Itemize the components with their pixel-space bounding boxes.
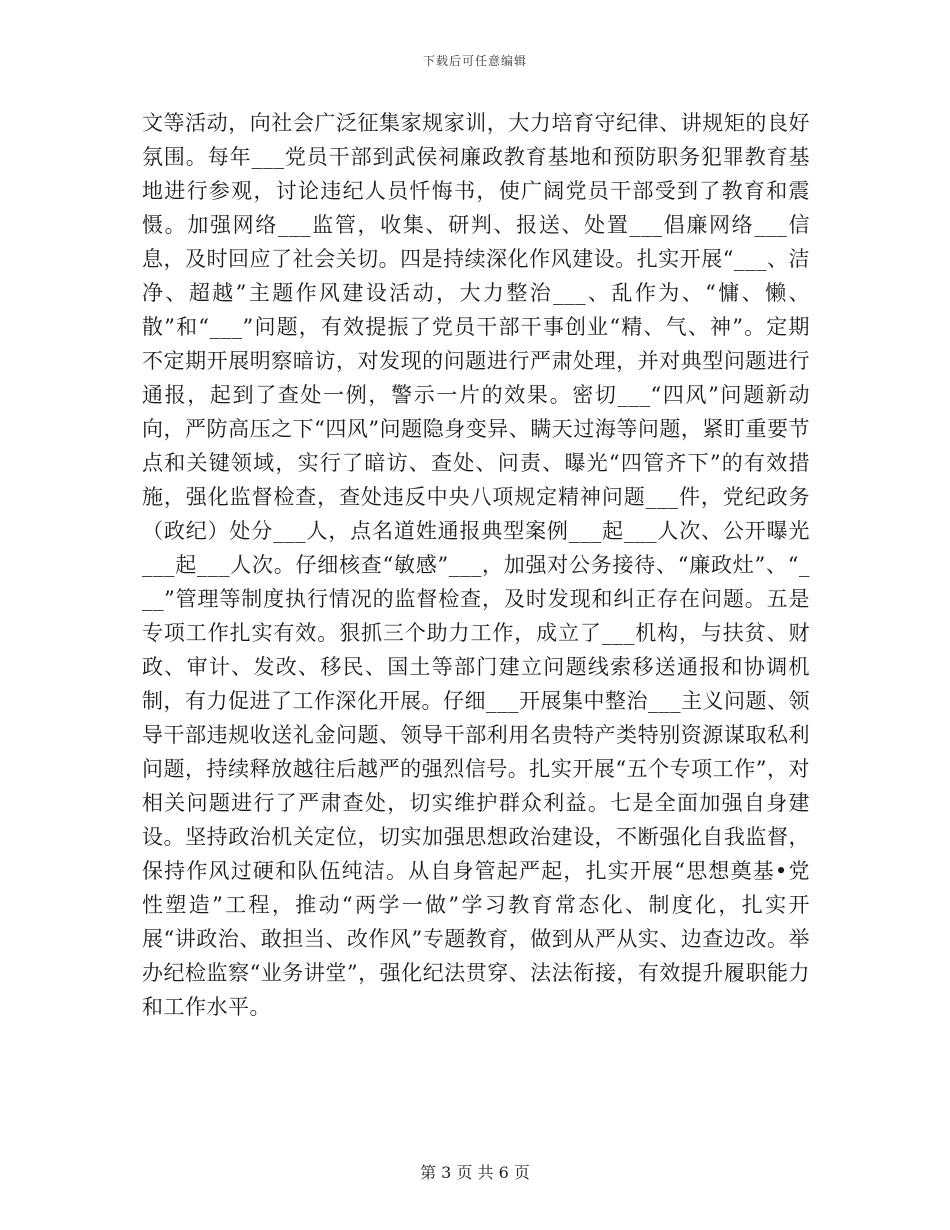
page-number: 第 3 页 共 6 页 bbox=[420, 1163, 530, 1182]
body-paragraph: 文等活动，向社会广泛征集家规家训，大力培育守纪律、讲规矩的良好氛围。每年___党员干部到武侯祠廉政教育基地和预防职务犯罪教育基地进行参观，讨论违纪人员忏悔书，使广阔党员干部受到了教育和震慑。加强网络___监管，收集、研判、报送、处置___倡廉网络___信息，及时回应了社会关切。四是持续深化作风建设。扎实开展“___、洁净、超越”主题作风建设活动，大力整治___、乱作为、“慵、懒、散”和“___”问题，有效提振了党员干部干事创业“精、气、神”。定期不定期开展明察暗访，对发现的问题进行严肃处理，并对典型问题进行通报，起到了查处一例，警示一片的效果。密切___“四风”问题新动向，严防高压之下“四风”问题隐身变异、瞒天过海等问题，紧盯重要节点和关键领域，实行了暗访、查处、问责、曝光“四管齐下”的有效措施，强化监督检查，查处违反中央八项规定精神问题___件，党纪政务（政纪）处分___人，点名道姓通报典型案例___起___人次、公开曝光___起___人次。仔细核查“敏感”___，加强对公务接待、“廉政灶”、“___”管理等制度执行情况的监督检查，及时发现和纠正存在问题。五是专项工作扎实有效。狠抓三个助力工作，成立了___机构，与扶贫、财政、审计、发改、移民、国土等部门建立问题线索移送通报和协调机制，有力促进了工作深化开展。仔细___开展集中整治___主义问题、领导干部违规收送礼金问题、领导干部利用名贵特产类特别资源谋取私利问题，持续释放越往后越严的强烈信号。扎实开展“五个专项工作”，对相关问题进行了严肃查处，切实维护群众利益。七是全面加强自身建设。坚持政治机关定位，切实加强思想政治建设，不断强化自我监督，保持作风过硬和队伍纯洁。从自身管起严起，扎实开展“思想奠基•党性塑造”工程，推动“两学一做”学习教育常态化、制度化，扎实开展“讲政治、敢担当、改作风”专题教育，做到从严从实、边查边改。举办纪检监察“业务讲堂”，强化纪法贯穿、法法衔接，有效提升履职能力和工作水平。 bbox=[142, 111, 810, 1019]
page-header: 下载后可任意编辑 bbox=[422, 54, 527, 68]
